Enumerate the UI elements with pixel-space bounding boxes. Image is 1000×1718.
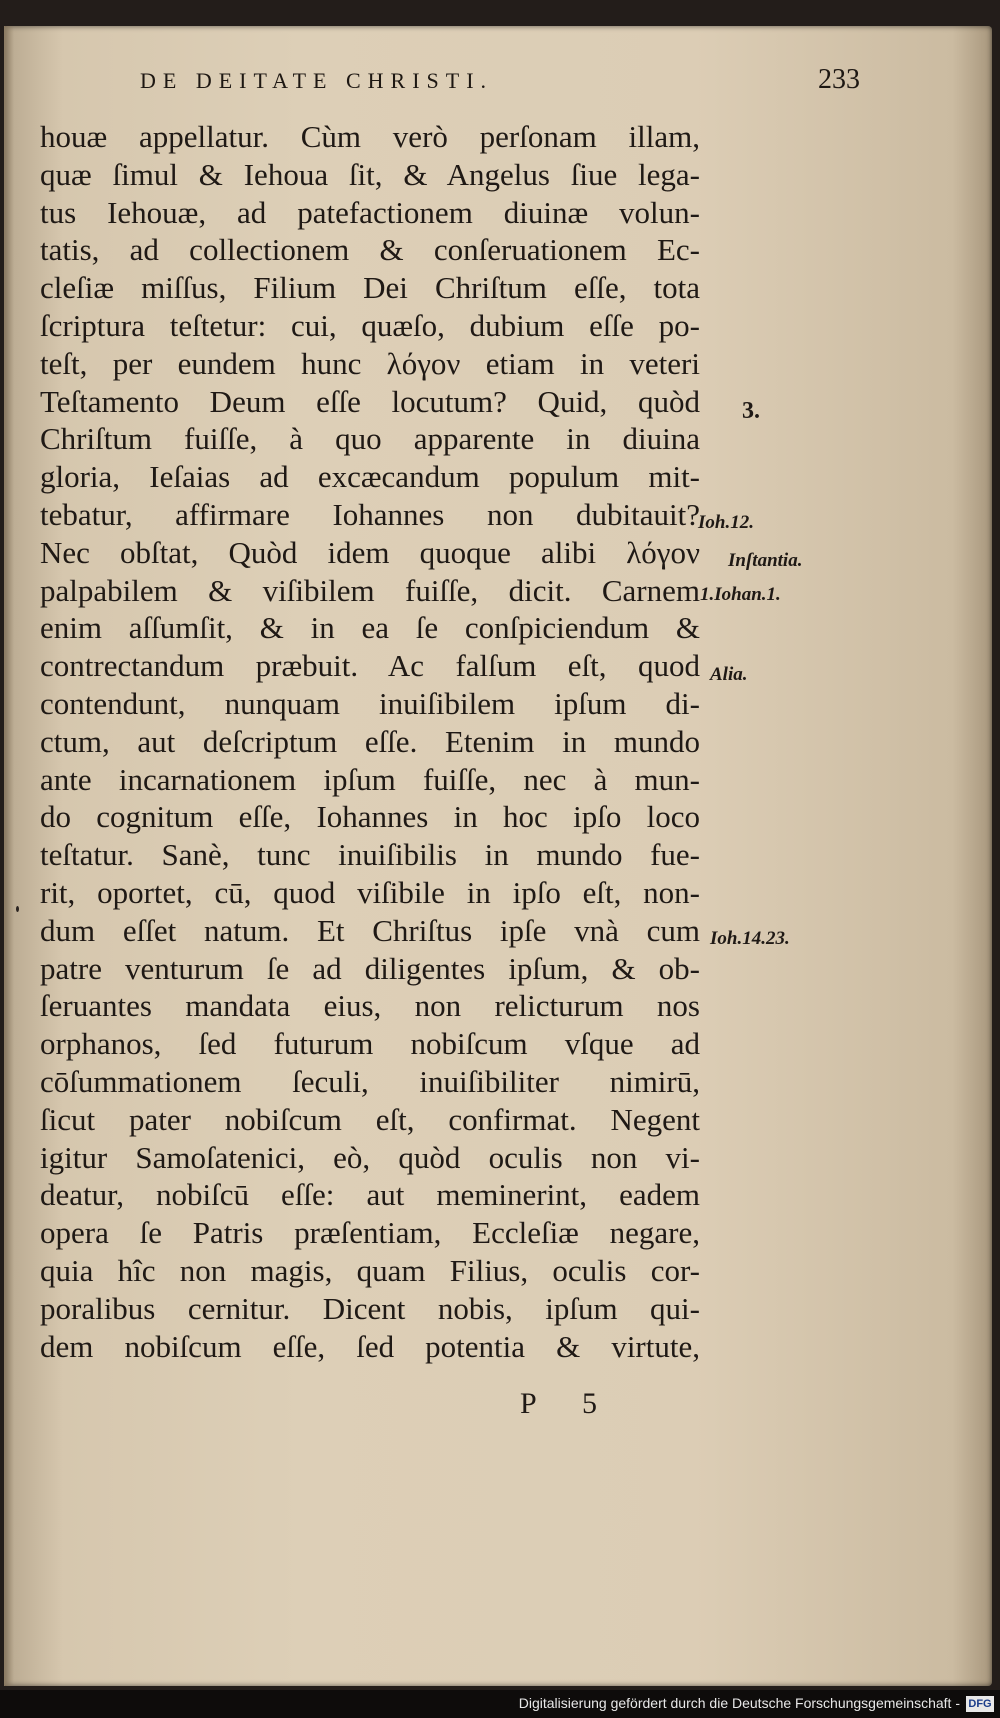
text-line: ctum, aut deſcriptum eſſe. Etenim in mundo: [40, 723, 700, 759]
text-line: ante incarnationem ipſum fuiſſe, nec à mun-: [40, 761, 700, 797]
text-line: tus Iehouæ, ad patefactionem diuinæ volun-: [40, 194, 700, 230]
text-line: orphanos, ſed futurum nobiſcum vſque ad: [40, 1026, 700, 1062]
margin-note-reference: 1.Iohan.1.: [700, 584, 781, 605]
text-line: poralibus cernitur. Dicent nobis, ipſum qui-: [40, 1290, 700, 1326]
text-line: ſeruantes mandata eius, non relicturum nos: [40, 988, 700, 1024]
margin-note-number: 3.: [742, 398, 760, 424]
text-line: opera ſe Patris præſentiam, Eccleſiæ negare,: [40, 1215, 700, 1251]
page-header: [140, 60, 860, 100]
text-line: contrectandum præbuit. Ac falſum eſt, quod: [40, 648, 700, 684]
signature-number: 5: [582, 1387, 597, 1420]
text-line: tatis, ad collectionem & conſeruationem Ec-: [40, 232, 700, 268]
text-line: Teſtamento Deum eſſe locutum? Quid, quòd: [40, 383, 700, 419]
text-line: deatur, nobiſcū eſſe: aut meminerint, eadem: [40, 1177, 700, 1213]
footer-bar: [0, 1690, 1000, 1718]
margin-note-reference: Alia.: [710, 664, 748, 685]
page-number: 233: [818, 64, 860, 95]
body-text: [40, 118, 700, 1365]
text-line: rit, oportet, cū, quod viſibile in ipſo eſt, non-: [40, 874, 700, 910]
text-line: quia hîc non magis, quam Filius, oculis cor-: [40, 1252, 700, 1288]
text-line: gloria, Ieſaias ad excæcandum populum mit-: [40, 459, 700, 495]
text-line: igitur Samoſatenici, eò, quòd oculis non vi-: [40, 1139, 700, 1175]
text-line: ſcriptura teſtetur: cui, quæſo, dubium eſſe po-: [40, 307, 700, 343]
dfg-logo-icon: DFG: [966, 1696, 994, 1712]
text-line: palpabilem & viſibilem fuiſſe, dicit. Carnem: [40, 572, 700, 608]
page-gutter-shadow: [4, 26, 14, 1686]
text-line: enim aſſumſit, & in ea ſe conſpiciendum &: [40, 610, 700, 646]
signature-mark: [520, 1387, 620, 1427]
text-line: patre venturum ſe ad diligentes ipſum, & ob-: [40, 950, 700, 986]
text-line: quæ ſimul & Iehoua ſit, & Angelus ſiue lega-: [40, 156, 700, 192]
margin-note-reference: Ioh.12.: [698, 512, 754, 533]
text-line: do cognitum eſſe, Iohannes in hoc ipſo loco: [40, 799, 700, 835]
text-line: teſt, per eundem hunc λόγον etiam in veteri: [40, 345, 700, 381]
text-line: tebatur, affirmare Iohannes non dubitauit?: [40, 496, 700, 532]
footer-credit: Digitalisierung gefördert durch die Deutsche Forschungsgemeinschaft -: [518, 1695, 960, 1711]
ink-speck: [16, 906, 19, 912]
signature-letter: P: [520, 1387, 537, 1420]
text-line: cleſiæ miſſus, Filium Dei Chriſtum eſſe, tota: [40, 270, 700, 306]
margin-note-reference: Inſtantia.: [728, 550, 803, 571]
text-line: contendunt, nunquam inuiſibilem ipſum di-: [40, 685, 700, 721]
text-line: dum eſſet natum. Et Chriſtus ipſe vnà cum: [40, 912, 700, 948]
margin-note-reference: Ioh.14.23.: [710, 928, 790, 949]
text-line: Nec obſtat, Quòd idem quoque alibi λόγον: [40, 534, 700, 570]
text-line: ſicut pater nobiſcum eſt, confirmat. Negent: [40, 1101, 700, 1137]
text-line: cōſummationem ſeculi, inuiſibiliter nimirū,: [40, 1063, 700, 1099]
text-line: dem nobiſcum eſſe, ſed potentia & virtute,: [40, 1328, 700, 1364]
running-head: DE DEITATE CHRISTI.: [140, 68, 494, 93]
text-line: teſtatur. Sanè, tunc inuiſibilis in mundo fue-: [40, 837, 700, 873]
text-line: Chriſtum fuiſſe, à quo apparente in diuina: [40, 421, 700, 457]
text-line: houæ appellatur. Cùm verò perſonam illam,: [40, 119, 700, 154]
